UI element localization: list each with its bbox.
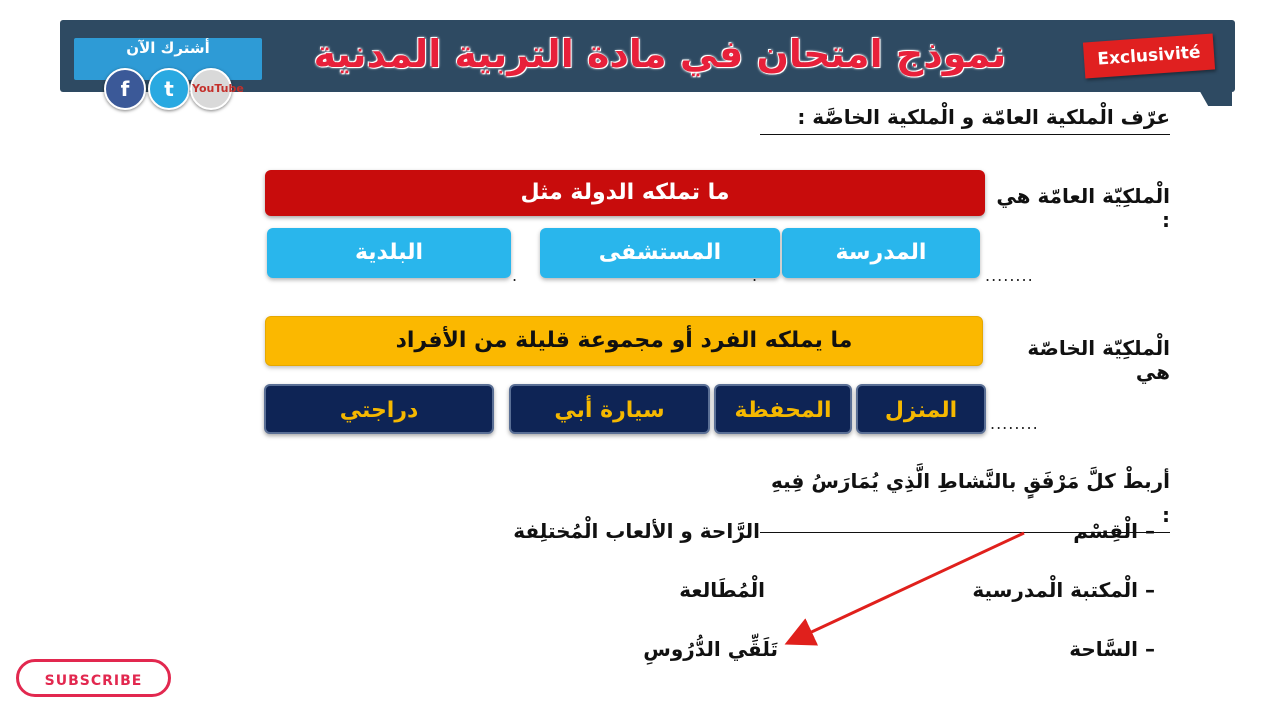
subscribe-now-label[interactable]: أشترك الآن — [126, 39, 210, 57]
private-definition-box: ما يملكه الفرد أو مجموعة قليلة من الأفراد — [265, 316, 983, 366]
facebook-icon[interactable]: f — [104, 68, 146, 110]
subscribe-button[interactable]: SUBSCRIBE — [16, 659, 171, 697]
facility-classroom: – الْقِسْم — [1073, 519, 1155, 543]
example-dads-car: سيارة أبي — [509, 384, 710, 434]
dots: ........ — [990, 414, 1039, 433]
activity-lessons: تَلَقِّي الدُّرُوسِ — [643, 637, 778, 661]
activity-reading: الْمُطَالعة — [679, 578, 765, 602]
example-school: المدرسة — [782, 228, 980, 278]
activity-rest-games: الرَّاحة و الألعاب الْمُختلِفة — [513, 519, 760, 543]
public-property-label: الْملكِيّة العامّة هي : — [996, 184, 1170, 232]
dots: ........ — [985, 266, 1034, 285]
facility-library: – الْمكتبة الْمدرسية — [972, 578, 1155, 602]
dots: . — [512, 266, 519, 285]
facility-playground: – السَّاحة — [1069, 637, 1155, 661]
example-house: المنزل — [856, 384, 986, 434]
example-hospital: المستشفى — [540, 228, 780, 278]
public-definition-box: ما تملكه الدولة مثل — [265, 170, 985, 216]
exclusive-badge: Exclusivité — [1083, 34, 1215, 79]
question1-prompt: عرّف الْملكية العامّة و الْملكية الخاصَّة : — [760, 100, 1170, 135]
private-property-label: الْملكِيّة الخاصّة هي — [1027, 336, 1170, 384]
twitter-icon[interactable]: t — [148, 68, 190, 110]
page-title: نموذج امتحان في مادة التربية المدنية — [313, 32, 1007, 76]
question2-prompt: أربطْ كلَّ مَرْفَقٍ بالنَّشاطِ الَّذِي يُمَارَسُ فِيهِ : — [760, 464, 1170, 533]
example-municipality: البلدية — [267, 228, 511, 278]
youtube-icon[interactable]: YouTube — [190, 68, 232, 110]
example-bicycle: دراجتي — [264, 384, 494, 434]
example-schoolbag: المحفظة — [714, 384, 852, 434]
